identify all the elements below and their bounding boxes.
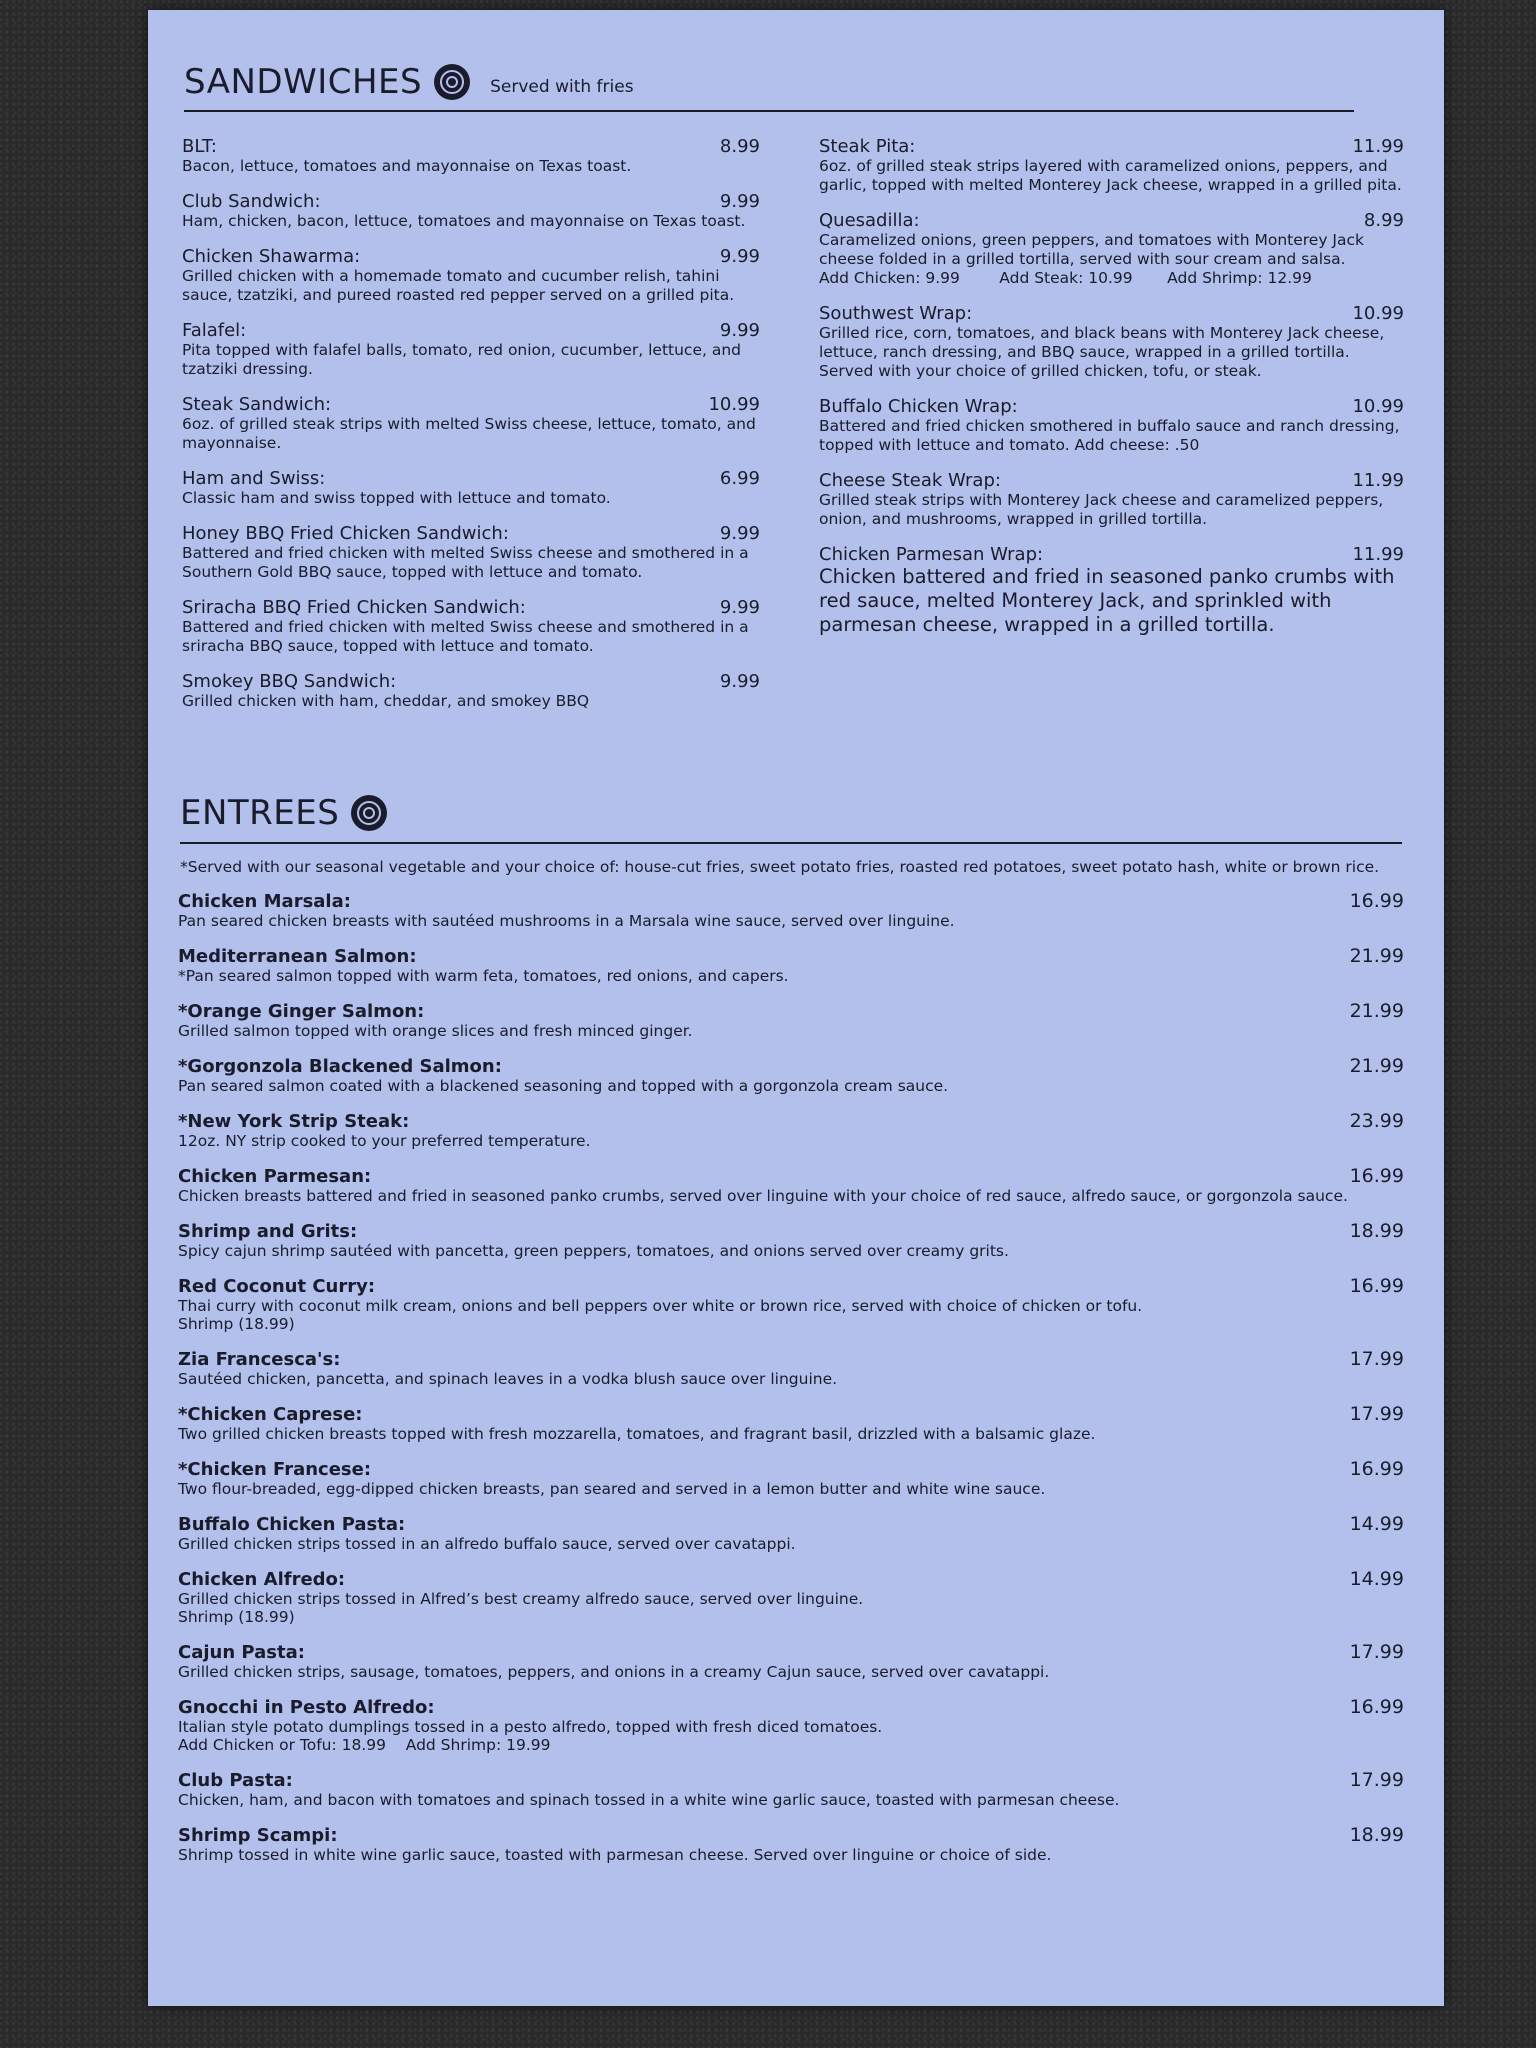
item-price: 9.99: [719, 191, 760, 212]
menu-item: [178, 1220, 1404, 1260]
menu-item: [178, 1513, 1404, 1553]
sandwiches-left-column: [182, 136, 760, 726]
item-name: *Orange Ginger Salmon:: [178, 1001, 425, 1022]
item-price: 9.99: [719, 320, 760, 341]
entrees-title: ENTREES: [180, 793, 340, 833]
item-price: 23.99: [1349, 1110, 1404, 1132]
menu-item: [178, 1824, 1404, 1864]
menu-item-header: [819, 210, 1404, 231]
item-name: BLT:: [182, 136, 217, 157]
menu-item: [178, 1403, 1404, 1443]
item-description: Two grilled chicken breasts topped with fresh mozzarella, tomatoes, and fragrant basil, drizzled with a balsamic glaze.: [178, 1425, 1096, 1443]
item-name: Chicken Parmesan:: [178, 1166, 372, 1187]
menu-item: [178, 1110, 1404, 1150]
item-name: Cajun Pasta:: [178, 1642, 305, 1663]
menu-item: [182, 246, 760, 305]
menu-item-header: [819, 303, 1404, 324]
item-name: Sriracha BBQ Fried Chicken Sandwich:: [182, 597, 526, 618]
item-description: 6oz. of grilled steak strips layered with caramelized onions, peppers, and garlic, topped with melted Monterey Jack cheese, wrapped in a grilled pita.: [819, 157, 1402, 194]
item-description: Bacon, lettuce, tomatoes and mayonnaise on Texas toast.: [182, 157, 632, 175]
menu-item: [178, 1458, 1404, 1498]
item-price: 11.99: [1352, 136, 1404, 157]
item-price: 18.99: [1349, 1824, 1404, 1846]
entrees-header: [180, 784, 1402, 844]
menu-item-header: [178, 1348, 1404, 1370]
item-description: Caramelized onions, green peppers, and tomatoes with Monterey Jack cheese folded in a grilled tortilla, served with sour cream and salsa.: [819, 231, 1364, 268]
item-price: 14.99: [1349, 1513, 1404, 1535]
item-price: 9.99: [719, 246, 760, 267]
item-price: 16.99: [1349, 890, 1404, 912]
menu-item: [182, 136, 760, 176]
item-description: Spicy cajun shrimp sautéed with pancetta, green peppers, tomatoes, and onions served over creamy grits.: [178, 1242, 1009, 1260]
item-extra: Add Chicken or Tofu: 18.99 Add Shrimp: 19.99: [178, 1736, 551, 1754]
menu-item: [819, 303, 1404, 381]
menu-item: [178, 890, 1404, 930]
item-extra: Shrimp (18.99): [178, 1315, 295, 1333]
item-name: Falafel:: [182, 320, 247, 341]
menu-item: [182, 320, 760, 379]
item-price: 16.99: [1349, 1696, 1404, 1718]
item-description: Grilled chicken strips tossed in Alfred’s best creamy alfredo sauce, served over linguine.: [178, 1590, 864, 1608]
item-name: Buffalo Chicken Pasta:: [178, 1514, 406, 1535]
item-price: 17.99: [1349, 1641, 1404, 1663]
menu-item: [178, 1769, 1404, 1809]
menu-item-header: [178, 945, 1404, 967]
sandwiches-title: SANDWICHES: [184, 62, 423, 102]
item-description: Ham, chicken, bacon, lettuce, tomatoes and mayonnaise on Texas toast.: [182, 212, 746, 230]
menu-item: [178, 1000, 1404, 1040]
item-description: Sautéed chicken, pancetta, and spinach leaves in a vodka blush sauce over linguine.: [178, 1370, 838, 1388]
item-price: 11.99: [1352, 470, 1404, 491]
menu-item-header: [178, 1403, 1404, 1425]
item-description: Classic ham and swiss topped with lettuce and tomato.: [182, 489, 611, 507]
item-description: Italian style potato dumplings tossed in a pesto alfredo, topped with fresh diced tomatoes.: [178, 1718, 883, 1736]
item-name: Cheese Steak Wrap:: [819, 470, 1001, 491]
item-name: Chicken Alfredo:: [178, 1569, 346, 1590]
menu-item-header: [178, 1458, 1404, 1480]
item-description: Grilled chicken with a homemade tomato and cucumber relish, tahini sauce, tzatziki, and pureed roasted red pepper served on a grilled pita.: [182, 267, 735, 304]
menu-item-header: [819, 136, 1404, 157]
rose-icon: [351, 795, 387, 831]
sandwiches-header: [184, 54, 1354, 112]
menu-item-header: [819, 544, 1404, 565]
menu-item: [178, 1165, 1404, 1205]
item-name: *New York Strip Steak:: [178, 1111, 410, 1132]
menu-item-header: [182, 671, 760, 692]
menu-item-header: [182, 468, 760, 489]
menu-item-header: [182, 394, 760, 415]
item-description: Chicken breasts battered and fried in seasoned panko crumbs, served over linguine with your choice of red sauce, alfredo sauce, or gorgonzola sauce.: [178, 1187, 1348, 1205]
item-description: Grilled chicken strips, sausage, tomatoes, peppers, and onions in a creamy Cajun sauce, served over cavatappi.: [178, 1663, 1050, 1681]
item-description: Battered and fried chicken with melted Swiss cheese and smothered in a Southern Gold BBQ sauce, topped with lettuce and tomato.: [182, 544, 749, 581]
menu-item: [819, 470, 1404, 529]
item-price: 10.99: [1352, 396, 1404, 417]
menu-item-header: [178, 1000, 1404, 1022]
item-description: Two flour-breaded, egg-dipped chicken breasts, pan seared and served in a lemon butter and white wine sauce.: [178, 1480, 1046, 1498]
item-name: Chicken Shawarma:: [182, 246, 361, 267]
item-name: *Chicken Francese:: [178, 1459, 372, 1480]
item-price: 17.99: [1349, 1403, 1404, 1425]
menu-item-header: [182, 523, 760, 544]
entrees-note: *Served with our seasonal vegetable and your choice of: house-cut fries, sweet potato fries, roasted red potatoes, sweet potato hash, white or brown rice.: [180, 858, 1380, 876]
item-name: Gnocchi in Pesto Alfredo:: [178, 1697, 435, 1718]
menu-item: [178, 1696, 1404, 1754]
item-name: Chicken Parmesan Wrap:: [819, 544, 1044, 565]
menu-item-header: [178, 1110, 1404, 1132]
item-price: 21.99: [1349, 1000, 1404, 1022]
menu-item: [182, 191, 760, 231]
item-name: Club Pasta:: [178, 1770, 293, 1791]
item-description: 6oz. of grilled steak strips with melted Swiss cheese, lettuce, tomato, and mayonnaise.: [182, 415, 756, 452]
menu-item: [182, 671, 760, 711]
item-description: Pita topped with falafel balls, tomato, red onion, cucumber, lettuce, and tzatziki dressing.: [182, 341, 741, 378]
menu-item-header: [178, 1769, 1404, 1791]
item-name: Shrimp Scampi:: [178, 1825, 338, 1846]
menu-item: [819, 396, 1404, 455]
menu-item-header: [819, 470, 1404, 491]
item-description: Chicken battered and fried in seasoned panko crumbs with red sauce, melted Monterey Jack, and sprinkled with parmesan cheese, wrapped in a grilled tortilla.: [819, 565, 1395, 636]
item-description: Battered and fried chicken with melted Swiss cheese and smothered in a sriracha BBQ sauce, topped with lettuce and tomato.: [182, 618, 749, 655]
menu-item-header: [178, 1513, 1404, 1535]
menu-item-header: [178, 890, 1404, 912]
item-price: 17.99: [1349, 1769, 1404, 1791]
item-price: 16.99: [1349, 1165, 1404, 1187]
item-name: Steak Sandwich:: [182, 394, 332, 415]
menu-item-header: [178, 1055, 1404, 1077]
item-name: Quesadilla:: [819, 210, 920, 231]
menu-item: [819, 544, 1404, 637]
item-price: 8.99: [1363, 210, 1404, 231]
menu-item-header: [182, 320, 760, 341]
menu-item: [178, 1275, 1404, 1333]
menu-item-header: [182, 191, 760, 212]
item-price: 16.99: [1349, 1458, 1404, 1480]
item-name: Smokey BBQ Sandwich:: [182, 671, 397, 692]
menu-item: [819, 210, 1404, 288]
item-name: *Gorgonzola Blackened Salmon:: [178, 1056, 502, 1077]
item-name: Honey BBQ Fried Chicken Sandwich:: [182, 523, 509, 544]
menu-item: [178, 945, 1404, 985]
item-price: 21.99: [1349, 945, 1404, 967]
item-description: Grilled steak strips with Monterey Jack cheese and caramelized peppers, onion, and mushrooms, wrapped in grilled tortilla.: [819, 491, 1384, 528]
menu-item-header: [819, 396, 1404, 417]
menu-item: [182, 597, 760, 656]
item-name: Club Sandwich:: [182, 191, 321, 212]
menu-item-header: [178, 1824, 1404, 1846]
item-description: Pan seared chicken breasts with sautéed mushrooms in a Marsala wine sauce, served over linguine.: [178, 912, 955, 930]
item-description: Battered and fried chicken smothered in buffalo sauce and ranch dressing, topped with lettuce and tomato. Add cheese: .50: [819, 417, 1400, 454]
item-name: Chicken Marsala:: [178, 891, 351, 912]
item-name: Mediterranean Salmon:: [178, 946, 417, 967]
item-price: 11.99: [1352, 544, 1404, 565]
rose-icon: [434, 64, 470, 100]
sandwiches-subtitle: Served with fries: [490, 77, 634, 97]
menu-item-header: [178, 1220, 1404, 1242]
item-description: Chicken, ham, and bacon with tomatoes and spinach tossed in a white wine garlic sauce, toasted with parmesan cheese.: [178, 1791, 1120, 1809]
item-name: *Chicken Caprese:: [178, 1404, 363, 1425]
item-description: Thai curry with coconut milk cream, onions and bell peppers over white or brown rice, served with choice of chicken or tofu.: [178, 1297, 1143, 1315]
item-extra: Shrimp (18.99): [178, 1608, 295, 1626]
menu-item-header: [182, 246, 760, 267]
menu-item: [178, 1055, 1404, 1095]
item-description: 12oz. NY strip cooked to your preferred temperature.: [178, 1132, 591, 1150]
menu-item: [182, 394, 760, 453]
item-price: 9.99: [719, 597, 760, 618]
menu-page: [148, 10, 1444, 2006]
item-price: 8.99: [719, 136, 760, 157]
item-name: Red Coconut Curry:: [178, 1276, 376, 1297]
item-name: Buffalo Chicken Wrap:: [819, 396, 1018, 417]
item-price: 6.99: [719, 468, 760, 489]
menu-item-header: [178, 1165, 1404, 1187]
menu-item-header: [182, 136, 760, 157]
menu-item: [182, 468, 760, 508]
item-description: Grilled chicken strips tossed in an alfredo buffalo sauce, served over cavatappi.: [178, 1535, 796, 1553]
item-name: Steak Pita:: [819, 136, 916, 157]
menu-item-header: [178, 1696, 1404, 1718]
item-price: 9.99: [719, 523, 760, 544]
entrees-list: [178, 890, 1404, 1879]
item-name: Zia Francesca's:: [178, 1349, 341, 1370]
item-description: *Pan seared salmon topped with warm feta, tomatoes, red onions, and capers.: [178, 967, 789, 985]
menu-item: [182, 523, 760, 582]
item-name: Ham and Swiss:: [182, 468, 326, 489]
item-description: Grilled rice, corn, tomatoes, and black beans with Monterey Jack cheese, lettuce, ranch dressing, and BBQ sauce, wrapped in a grilled tortilla. Served with your choice of grilled chicken, tofu, or steak.: [819, 324, 1385, 380]
item-price: 9.99: [719, 671, 760, 692]
menu-item-header: [182, 597, 760, 618]
item-price: 16.99: [1349, 1275, 1404, 1297]
item-description: Grilled chicken with ham, cheddar, and smokey BBQ: [182, 692, 590, 710]
item-price: 21.99: [1349, 1055, 1404, 1077]
item-name: Southwest Wrap:: [819, 303, 973, 324]
item-price: 17.99: [1349, 1348, 1404, 1370]
item-extra: Add Chicken: 9.99 Add Steak: 10.99 Add Shrimp: 12.99: [819, 269, 1312, 287]
item-price: 18.99: [1349, 1220, 1404, 1242]
menu-item-header: [178, 1641, 1404, 1663]
item-description: Shrimp tossed in white wine garlic sauce, toasted with parmesan cheese. Served over linguine or choice of side.: [178, 1846, 1052, 1864]
item-price: 14.99: [1349, 1568, 1404, 1590]
sandwiches-right-column: [819, 136, 1404, 652]
item-price: 10.99: [708, 394, 760, 415]
item-name: Shrimp and Grits:: [178, 1221, 358, 1242]
menu-item: [178, 1641, 1404, 1681]
item-description: Pan seared salmon coated with a blackened seasoning and topped with a gorgonzola cream sauce.: [178, 1077, 949, 1095]
item-description: Grilled salmon topped with orange slices and fresh minced ginger.: [178, 1022, 693, 1040]
menu-item-header: [178, 1568, 1404, 1590]
menu-item: [178, 1348, 1404, 1388]
menu-item-header: [178, 1275, 1404, 1297]
item-price: 10.99: [1352, 303, 1404, 324]
menu-item: [819, 136, 1404, 195]
menu-item: [178, 1568, 1404, 1626]
